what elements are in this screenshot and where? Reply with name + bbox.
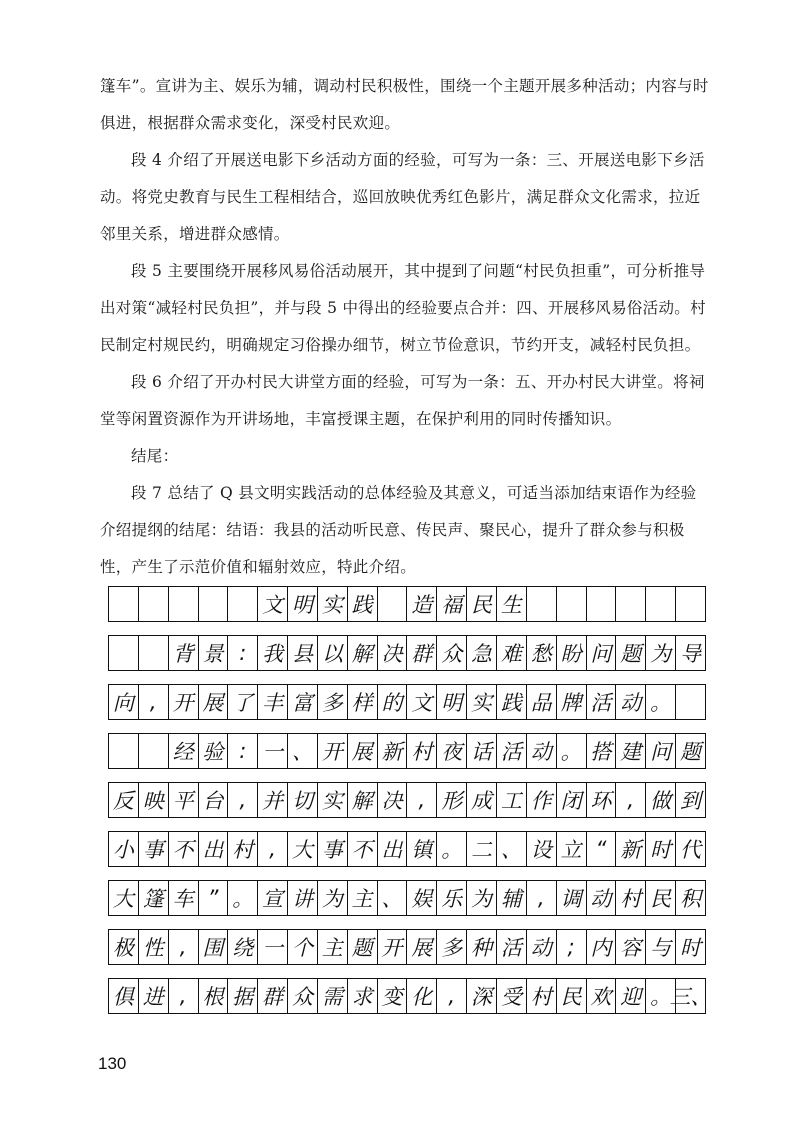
grid-cell: 围 <box>199 930 229 964</box>
grid-cell: 搭 <box>587 734 617 768</box>
grid-cell: 娱 <box>407 881 437 915</box>
grid-cell: 众 <box>288 979 318 1013</box>
grid-cell <box>169 587 199 621</box>
grid-cell: 县 <box>288 636 318 670</box>
grid-cell: 动 <box>527 930 557 964</box>
grid-cell: 题 <box>616 636 646 670</box>
grid-cell: 极 <box>109 930 139 964</box>
paragraph: 结尾： <box>131 447 179 465</box>
grid-cell: 题 <box>676 734 706 768</box>
grid-cell: 出 <box>199 832 229 866</box>
grid-cell: 并 <box>258 783 288 817</box>
grid-cell: 镇 <box>407 832 437 866</box>
grid-cell: 主 <box>318 930 348 964</box>
grid-cell: 的 <box>378 685 408 719</box>
grid-cell <box>676 587 706 621</box>
grid-cell: 民 <box>467 587 497 621</box>
grid-row <box>108 586 706 622</box>
paragraph: 段 4 介绍了开展送电影下乡活动方面的经验，可写为一条：三、开展送电影下乡活动。将党史教育与民生工程相结合，巡回放映优秀红色影片，满足群众文化需求，拉近邻里关系，增进群众感情。 <box>100 151 705 243</box>
grid-cell: 解 <box>348 783 378 817</box>
grid-cell: 活 <box>587 685 617 719</box>
grid-cell: 辅 <box>497 881 527 915</box>
grid-cell: 村 <box>407 734 437 768</box>
grid-cell: 篷 <box>139 881 169 915</box>
grid-cell: 。 <box>646 979 676 1013</box>
grid-cell: 富 <box>288 685 318 719</box>
grid-cell: 为 <box>646 636 676 670</box>
grid-cell: 内 <box>587 930 617 964</box>
grid-row <box>108 880 706 916</box>
grid-cell: 向 <box>109 685 139 719</box>
grid-cell: 践 <box>348 587 378 621</box>
grid-cell <box>646 587 676 621</box>
grid-cell <box>527 587 557 621</box>
grid-cell: 出 <box>378 832 408 866</box>
grid-cell: , <box>407 783 437 817</box>
grid-cell <box>199 587 229 621</box>
grid-cell <box>587 587 617 621</box>
grid-cell: 展 <box>348 734 378 768</box>
grid-cell: 动 <box>616 685 646 719</box>
grid-cell: 造 <box>407 587 437 621</box>
grid-cell: 丰 <box>258 685 288 719</box>
grid-cell: 验 <box>199 734 229 768</box>
grid-cell: 决 <box>378 636 408 670</box>
grid-cell: 群 <box>407 636 437 670</box>
grid-cell: 小 <box>109 832 139 866</box>
grid-cell: 形 <box>437 783 467 817</box>
grid-cell: 积 <box>676 881 706 915</box>
grid-cell: 为 <box>467 881 497 915</box>
grid-cell: , <box>616 783 646 817</box>
grid-cell: 开 <box>169 685 199 719</box>
grid-cell: 映 <box>139 783 169 817</box>
grid-cell: 与 <box>646 930 676 964</box>
grid-cell: 难 <box>497 636 527 670</box>
grid-cell: 受 <box>497 979 527 1013</box>
grid-cell: 开 <box>378 930 408 964</box>
grid-cell: 问 <box>587 636 617 670</box>
grid-cell: , <box>169 979 199 1013</box>
grid-cell: 。 <box>228 881 258 915</box>
grid-cell: 深 <box>467 979 497 1013</box>
grid-cell: 、 <box>378 881 408 915</box>
grid-cell: 变 <box>378 979 408 1013</box>
grid-cell: 一 <box>258 930 288 964</box>
grid-cell: 宣 <box>258 881 288 915</box>
grid-cell <box>109 587 139 621</box>
grid-cell: 调 <box>557 881 587 915</box>
paragraph: 篷车”。宣讲为主、娱乐为辅，调动村民积极性，围绕一个主题开展多种活动；内容与时俱进，根据群众需求变化，深受村民欢迎。 <box>100 77 709 132</box>
grid-row <box>108 782 706 818</box>
grid-cell <box>616 587 646 621</box>
grid-cell: 乐 <box>437 881 467 915</box>
grid-cell: 明 <box>288 587 318 621</box>
grid-cell: 时 <box>676 930 706 964</box>
grid-cell: 文 <box>407 685 437 719</box>
grid-cell: 以 <box>318 636 348 670</box>
grid-row <box>108 978 712 1014</box>
grid-cell: 景 <box>199 636 229 670</box>
grid-cell: ” <box>199 881 229 915</box>
grid-cell: 环 <box>587 783 617 817</box>
grid-cell: 成 <box>467 783 497 817</box>
grid-cell: 开 <box>318 734 348 768</box>
grid-cell: : <box>228 636 258 670</box>
grid-cell: 平 <box>169 783 199 817</box>
grid-cell: 代 <box>676 832 706 866</box>
grid-cell: 急 <box>467 636 497 670</box>
grid-cell: 问 <box>646 734 676 768</box>
grid-cell: , <box>139 685 169 719</box>
grid-cell: 村 <box>228 832 258 866</box>
grid-cell: 容 <box>616 930 646 964</box>
grid-cell: 种 <box>467 930 497 964</box>
grid-cell: 大 <box>288 832 318 866</box>
grid-cell: 样 <box>348 685 378 719</box>
grid-cell: 作 <box>527 783 557 817</box>
grid-cell: 品 <box>527 685 557 719</box>
grid-cell: 欢 <box>587 979 617 1013</box>
grid-cell: 动 <box>587 881 617 915</box>
grid-row <box>108 831 706 867</box>
grid-cell: 众 <box>437 636 467 670</box>
grid-cell: 据 <box>228 979 258 1013</box>
grid-cell: 做 <box>646 783 676 817</box>
grid-cell: 二 <box>467 832 497 866</box>
grid-cell: 展 <box>407 930 437 964</box>
grid-cell: 立 <box>557 832 587 866</box>
grid-cell: 大 <box>109 881 139 915</box>
grid-cell: 了 <box>228 685 258 719</box>
grid-cell: 导 <box>676 636 706 670</box>
grid-cell: 建 <box>616 734 646 768</box>
answer-grid-sheet <box>108 586 712 1027</box>
grid-cell: 实 <box>318 783 348 817</box>
grid-cell: 性 <box>139 930 169 964</box>
grid-cell: 话 <box>467 734 497 768</box>
grid-cell: 进 <box>139 979 169 1013</box>
grid-cell: 我 <box>258 636 288 670</box>
grid-cell: 活 <box>497 930 527 964</box>
grid-cell: 、 <box>288 734 318 768</box>
grid-cell: 为 <box>318 881 348 915</box>
grid-cell: 反 <box>109 783 139 817</box>
grid-cell: 化 <box>407 979 437 1013</box>
grid-cell <box>676 685 706 719</box>
paragraph: 段 6 介绍了开办村民大讲堂方面的经验，可写为一条：五、开办村民大讲堂。将祠堂等闲置资源作为开讲场地，丰富授课主题，在保护利用的同时传播知识。 <box>100 373 705 428</box>
grid-cell: 闭 <box>557 783 587 817</box>
grid-row <box>108 684 706 720</box>
grid-cell: 车 <box>169 881 199 915</box>
grid-cell: 背 <box>169 636 199 670</box>
grid-cell: 题 <box>348 930 378 964</box>
grid-cell: 群 <box>258 979 288 1013</box>
grid-cell: 讲 <box>288 881 318 915</box>
paragraph: 段 7 总结了 Q 县文明实践活动的总体经验及其意义，可适当添加结束语作为经验介绍提纲的结尾：结语：我县的活动听民意、传民声、聚民心，提升了群众参与积极性，产生了示范价值和辐射效应，特此介绍。 <box>100 484 697 576</box>
grid-cell: , <box>258 832 288 866</box>
grid-cell: 绕 <box>228 930 258 964</box>
grid-cell: 。 <box>437 832 467 866</box>
grid-cell: 三、 <box>676 979 706 1013</box>
grid-cell: 村 <box>616 881 646 915</box>
grid-cell: 盼 <box>557 636 587 670</box>
grid-cell: 根 <box>199 979 229 1013</box>
grid-cell: 践 <box>497 685 527 719</box>
grid-cell: 、 <box>497 832 527 866</box>
grid-cell: 实 <box>318 587 348 621</box>
grid-cell: , <box>437 979 467 1013</box>
grid-cell: 活 <box>497 734 527 768</box>
grid-cell: 主 <box>348 881 378 915</box>
grid-cell: 文 <box>258 587 288 621</box>
prose-section <box>100 68 712 586</box>
grid-cell: 经 <box>169 734 199 768</box>
grid-cell: 需 <box>318 979 348 1013</box>
grid-cell: , <box>228 783 258 817</box>
grid-cell: 个 <box>288 930 318 964</box>
grid-cell: 切 <box>288 783 318 817</box>
grid-cell: 夜 <box>437 734 467 768</box>
grid-cell: 新 <box>378 734 408 768</box>
grid-cell: 不 <box>348 832 378 866</box>
grid-cell <box>139 587 169 621</box>
page-number: 130 <box>98 1054 127 1073</box>
grid-cell: 实 <box>467 685 497 719</box>
grid-cell <box>109 636 139 670</box>
grid-cell: 时 <box>646 832 676 866</box>
grid-cell: 事 <box>318 832 348 866</box>
grid-cell: 。 <box>646 685 676 719</box>
grid-cell: 迎 <box>616 979 646 1013</box>
grid-cell: 。 <box>557 734 587 768</box>
grid-cell: 事 <box>139 832 169 866</box>
grid-cell: 展 <box>199 685 229 719</box>
grid-cell <box>228 587 258 621</box>
grid-cell: 生 <box>497 587 527 621</box>
grid-cell: 一 <box>258 734 288 768</box>
grid-cell: 求 <box>348 979 378 1013</box>
grid-cell: 俱 <box>109 979 139 1013</box>
grid-cell: 牌 <box>557 685 587 719</box>
grid-cell: 决 <box>378 783 408 817</box>
grid-cell <box>139 734 169 768</box>
grid-cell: 民 <box>557 979 587 1013</box>
grid-cell: 福 <box>437 587 467 621</box>
grid-cell: 多 <box>318 685 348 719</box>
grid-cell: 新 <box>616 832 646 866</box>
grid-cell: 动 <box>527 734 557 768</box>
grid-cell: 民 <box>646 881 676 915</box>
grid-cell: , <box>169 930 199 964</box>
grid-cell: “ <box>587 832 617 866</box>
grid-cell: 解 <box>348 636 378 670</box>
grid-cell: 工 <box>497 783 527 817</box>
grid-cell: 愁 <box>527 636 557 670</box>
grid-row <box>108 733 706 769</box>
grid-cell <box>378 587 408 621</box>
grid-cell: 台 <box>199 783 229 817</box>
grid-cell: ; <box>557 930 587 964</box>
grid-cell: 村 <box>527 979 557 1013</box>
grid-cell: 多 <box>437 930 467 964</box>
grid-row <box>108 929 706 965</box>
grid-cell: 设 <box>527 832 557 866</box>
grid-cell: 明 <box>437 685 467 719</box>
grid-cell <box>109 734 139 768</box>
grid-cell <box>557 587 587 621</box>
grid-cell: 到 <box>676 783 706 817</box>
grid-cell <box>139 636 169 670</box>
grid-cell: : <box>228 734 258 768</box>
grid-cell: 不 <box>169 832 199 866</box>
grid-cell: , <box>527 881 557 915</box>
paragraph: 段 5 主要围绕开展移风易俗活动展开，其中提到了问题“村民负担重”，可分析推导出对策“减轻村民负担”，并与段 5 中得出的经验要点合并：四、开展移风易俗活动。村民制定村规民约，明确规定习俗操办细节，树立节俭意识，节约开支，减轻村民负担。 <box>100 262 706 354</box>
grid-row <box>108 635 706 671</box>
